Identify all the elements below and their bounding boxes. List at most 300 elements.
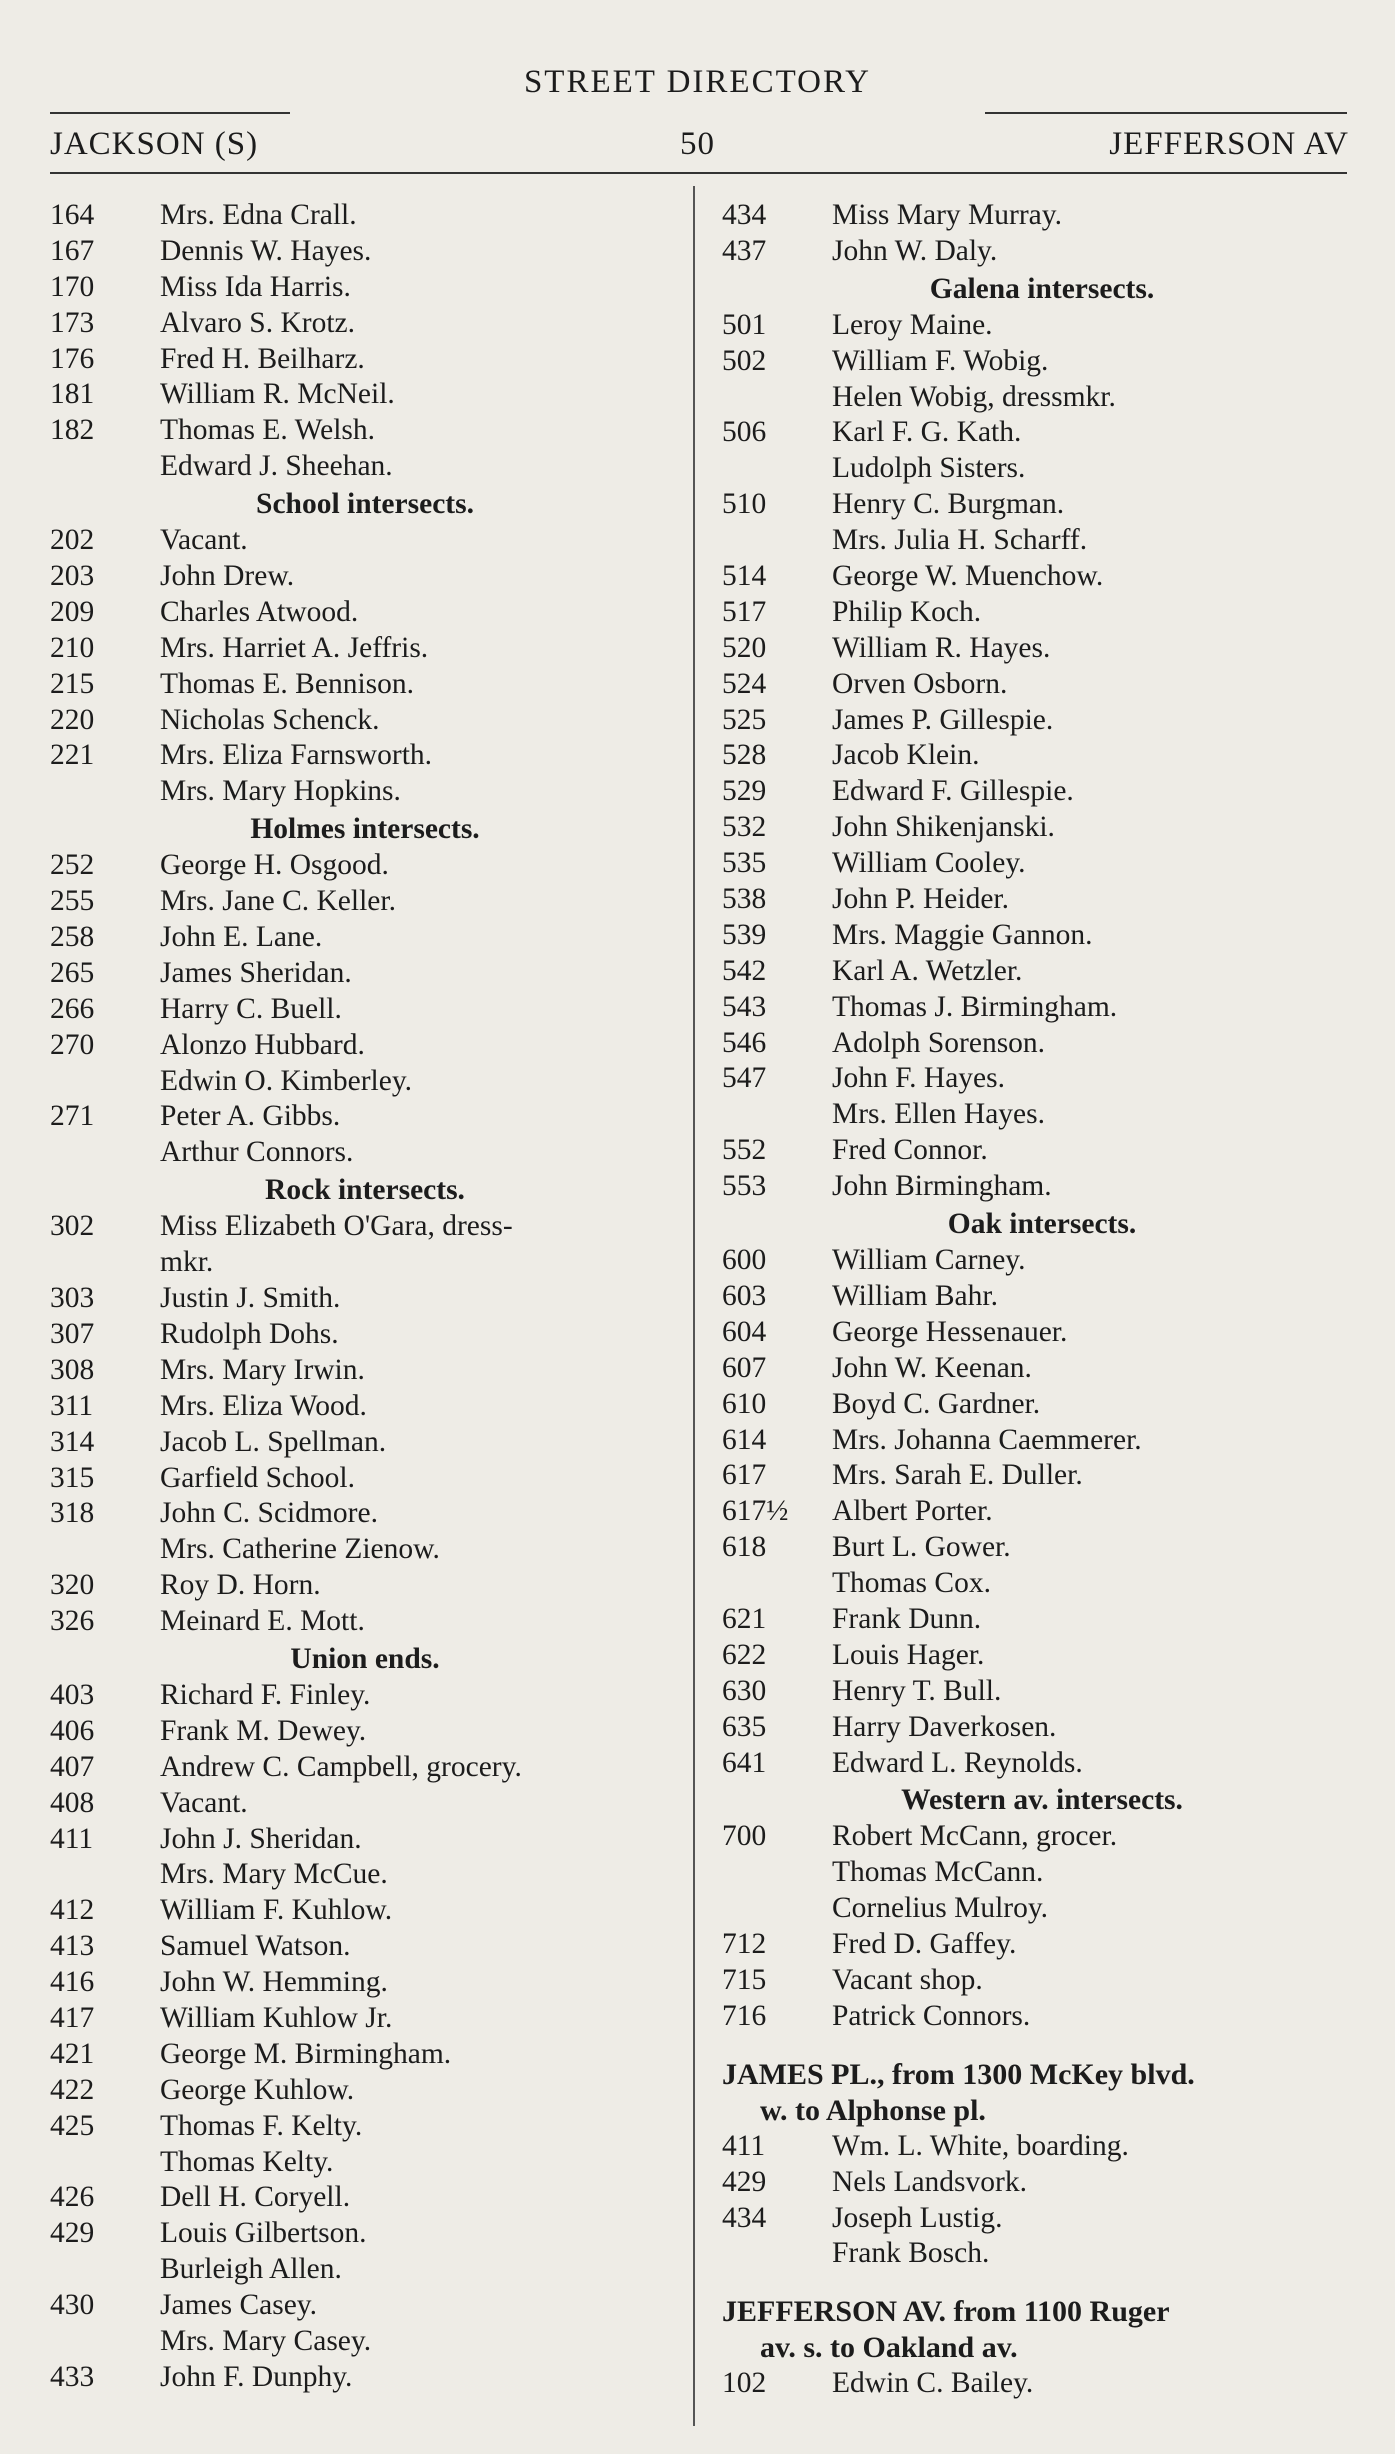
resident-name: George Hessenauer. — [832, 1315, 1068, 1348]
house-number: 411 — [722, 2129, 766, 2162]
resident-name: Thomas Cox. — [832, 1567, 991, 1600]
house-number: 318 — [50, 1497, 95, 1530]
resident-name: George M. Birmingham. — [160, 2037, 452, 2070]
directory-entry — [50, 595, 680, 631]
directory-entry-continuation — [50, 2145, 680, 2181]
resident-name: Mrs. Sarah E. Duller. — [832, 1459, 1083, 1492]
resident-name: Harry C. Buell. — [160, 992, 342, 1025]
house-number: 209 — [50, 595, 95, 628]
house-number: 542 — [722, 954, 767, 987]
house-number: 403 — [50, 1678, 95, 1711]
resident-name: Alvaro S. Krotz. — [160, 306, 355, 339]
directory-entry — [722, 882, 1362, 918]
resident-name: William Carney. — [832, 1244, 1026, 1277]
directory-entry-continuation — [50, 1135, 680, 1171]
house-number: 408 — [50, 1786, 95, 1819]
directory-entry — [722, 559, 1362, 595]
resident-name: William R. Hayes. — [832, 631, 1051, 664]
house-number: 635 — [722, 1710, 767, 1743]
house-number: 506 — [722, 416, 767, 449]
directory-entry — [50, 377, 680, 413]
house-number: 617½ — [722, 1495, 789, 1528]
house-number: 308 — [50, 1353, 95, 1386]
resident-name: Charles Atwood. — [160, 595, 359, 628]
resident-name: Frank M. Dewey. — [160, 1714, 367, 1747]
intersection-heading: Rock intersects. — [265, 1174, 465, 1207]
house-number: 622 — [722, 1638, 767, 1671]
directory-entry — [722, 1746, 1362, 1782]
resident-name: Justin J. Smith. — [160, 1282, 341, 1315]
resident-name: Boyd C. Gardner. — [832, 1387, 1041, 1420]
resident-name: William Cooley. — [832, 847, 1026, 880]
directory-entry — [50, 413, 680, 449]
resident-name: Mrs. Ellen Hayes. — [832, 1098, 1046, 1131]
left-column — [50, 198, 680, 2396]
resident-name: Henry C. Burgman. — [832, 488, 1065, 521]
directory-entry-continuation — [722, 380, 1362, 416]
resident-name: James Casey. — [160, 2289, 318, 2322]
directory-entry-continuation — [50, 774, 680, 810]
right-column — [722, 198, 1362, 2402]
directory-entry — [722, 595, 1362, 631]
house-number: 413 — [50, 1930, 95, 1963]
house-number: 610 — [722, 1387, 767, 1420]
directory-entry — [722, 631, 1362, 667]
house-number: 203 — [50, 560, 95, 593]
resident-name: James Sheridan. — [160, 956, 352, 989]
resident-name: Mrs. Johanna Caemmerer. — [832, 1423, 1142, 1456]
directory-entry — [722, 1710, 1362, 1746]
resident-name: Mrs. Mary Hopkins. — [160, 775, 401, 808]
resident-name: William R. McNeil. — [160, 378, 395, 411]
resident-name: John J. Sheridan. — [160, 1822, 362, 1855]
directory-entry — [722, 1061, 1362, 1097]
resident-name: John Birmingham. — [832, 1170, 1052, 1203]
resident-name: Mrs. Mary McCue. — [160, 1858, 388, 1891]
house-number: 258 — [50, 921, 95, 954]
header-rule-left — [50, 112, 290, 114]
street-heading-continuation: av. s. to Oakland av. — [760, 2331, 1018, 2365]
house-number: 426 — [50, 2181, 95, 2214]
directory-entry — [50, 1496, 680, 1532]
resident-name: Mrs. Mary Irwin. — [160, 1353, 365, 1386]
resident-name: Meinard E. Mott. — [160, 1605, 365, 1638]
directory-entry — [50, 1893, 680, 1929]
directory-entry — [722, 1279, 1362, 1315]
house-number: 252 — [50, 849, 95, 882]
resident-name: John P. Heider. — [832, 883, 1009, 916]
house-number: 614 — [722, 1423, 767, 1456]
directory-entry — [50, 559, 680, 595]
resident-name: Edward J. Sheehan. — [160, 450, 393, 483]
house-number: 712 — [722, 1928, 767, 1961]
resident-name: Thomas F. Kelty. — [160, 2109, 363, 2142]
house-number: 434 — [722, 2201, 767, 2234]
directory-entry — [722, 198, 1362, 234]
resident-name: Karl A. Wetzler. — [832, 954, 1023, 987]
resident-name: Peter A. Gibbs. — [160, 1100, 341, 1133]
header-rule-right — [985, 112, 1347, 114]
resident-name: Thomas McCann. — [832, 1856, 1044, 1889]
resident-name: John W. Daly. — [832, 234, 998, 267]
resident-name: Burleigh Allen. — [160, 2253, 342, 2286]
house-number: 411 — [50, 1822, 94, 1855]
directory-entry — [722, 1458, 1362, 1494]
directory-entry — [722, 1927, 1362, 1963]
directory-entry — [722, 1674, 1362, 1710]
resident-name: Frank Dunn. — [832, 1602, 982, 1635]
house-number: 422 — [50, 2073, 95, 2106]
house-number: 220 — [50, 703, 95, 736]
house-number: 173 — [50, 306, 95, 339]
house-number: 510 — [722, 488, 767, 521]
resident-name: Mrs. Mary Casey. — [160, 2324, 372, 2357]
house-number: 538 — [722, 883, 767, 916]
house-number: 700 — [722, 1820, 767, 1853]
resident-name: Patrick Connors. — [832, 1999, 1031, 2032]
resident-name: Robert McCann, grocer. — [832, 1820, 1118, 1853]
resident-name: Thomas Kelty. — [160, 2145, 334, 2178]
directory-entry — [50, 2216, 680, 2252]
house-number: 437 — [722, 234, 767, 267]
directory-entry-continuation — [722, 1891, 1362, 1927]
directory-entry — [50, 2073, 680, 2109]
resident-name: Thomas J. Birmingham. — [832, 990, 1118, 1023]
resident-name: Burt L. Gower. — [832, 1531, 1011, 1564]
directory-entry — [50, 1353, 680, 1389]
directory-entry — [50, 667, 680, 703]
house-number: 716 — [722, 1999, 767, 2032]
directory-entry — [50, 1786, 680, 1822]
column-divider — [693, 186, 695, 2426]
directory-entry-continuation — [50, 2252, 680, 2288]
resident-name: John W. Keenan. — [832, 1351, 1032, 1384]
directory-entry — [722, 1026, 1362, 1062]
house-number: 607 — [722, 1351, 767, 1384]
resident-name: Edward F. Gillespie. — [832, 775, 1074, 808]
house-number: 502 — [722, 344, 767, 377]
directory-entry — [50, 738, 680, 774]
directory-entry — [50, 2037, 680, 2073]
house-number: 270 — [50, 1028, 95, 1061]
resident-name: Jacob Klein. — [832, 739, 980, 772]
house-number: 170 — [50, 270, 95, 303]
house-number: 621 — [722, 1602, 767, 1635]
directory-entry-continuation — [50, 1857, 680, 1893]
resident-name: George W. Muenchow. — [832, 560, 1104, 593]
house-number: 430 — [50, 2289, 95, 2322]
resident-name: Edwin O. Kimberley. — [160, 1064, 413, 1097]
house-number: 326 — [50, 1605, 95, 1638]
house-number: 535 — [722, 847, 767, 880]
directory-entry — [722, 738, 1362, 774]
resident-name: Mrs. Maggie Gannon. — [832, 918, 1093, 951]
resident-name: mkr. — [160, 1246, 214, 1279]
directory-entry — [722, 1169, 1362, 1205]
house-number: 514 — [722, 560, 767, 593]
resident-name: Dennis W. Hayes. — [160, 234, 372, 267]
directory-entry-continuation — [722, 2236, 1362, 2272]
resident-name: Ludolph Sisters. — [832, 452, 1026, 485]
directory-entry — [50, 306, 680, 342]
house-number: 543 — [722, 990, 767, 1023]
resident-name: Philip Koch. — [832, 595, 982, 628]
resident-name: John W. Hemming. — [160, 1966, 388, 1999]
resident-name: Nicholas Schenck. — [160, 703, 380, 736]
house-number: 417 — [50, 2001, 95, 2034]
directory-entry — [50, 1929, 680, 1965]
resident-name: Louis Hager. — [832, 1638, 985, 1671]
directory-entry — [50, 1461, 680, 1497]
resident-name: Jacob L. Spellman. — [160, 1425, 387, 1458]
directory-entry — [722, 487, 1362, 523]
running-header-right: JEFFERSON AV — [1109, 126, 1349, 162]
house-number: 617 — [722, 1459, 767, 1492]
directory-entry — [722, 2165, 1362, 2201]
resident-name: Joseph Lustig. — [832, 2201, 1003, 2234]
directory-entry — [50, 523, 680, 559]
directory-entry — [722, 1999, 1362, 2035]
resident-name: Mrs. Julia H. Scharff. — [832, 524, 1088, 557]
directory-entry — [722, 1602, 1362, 1638]
house-number: 202 — [50, 524, 95, 557]
directory-entry — [50, 1822, 680, 1858]
house-number: 416 — [50, 1966, 95, 1999]
intersection-heading: Holmes intersects. — [250, 813, 480, 846]
house-number: 102 — [722, 2367, 767, 2400]
directory-entry — [722, 918, 1362, 954]
resident-name: John C. Scidmore. — [160, 1497, 378, 1530]
directory-entry — [50, 1568, 680, 1604]
house-number: 546 — [722, 1026, 767, 1059]
directory-entry — [50, 1604, 680, 1640]
resident-name: Nels Landsvork. — [832, 2165, 1027, 2198]
directory-entry-continuation — [722, 451, 1362, 487]
directory-entry — [50, 1099, 680, 1135]
directory-entry — [722, 415, 1362, 451]
house-number: 315 — [50, 1461, 95, 1494]
resident-name: Edward L. Reynolds. — [832, 1746, 1083, 1779]
resident-name: Wm. L. White, boarding. — [832, 2129, 1129, 2162]
house-number: 164 — [50, 199, 95, 231]
directory-entry — [50, 703, 680, 739]
resident-name: Vacant shop. — [832, 1963, 983, 1996]
house-number: 255 — [50, 885, 95, 918]
resident-name: Alonzo Hubbard. — [160, 1028, 365, 1061]
page-title: STREET DIRECTORY — [523, 64, 872, 100]
house-number: 266 — [50, 992, 95, 1025]
resident-name: Karl F. G. Kath. — [832, 416, 1022, 449]
directory-entry — [722, 308, 1362, 344]
spacer — [722, 2272, 1362, 2294]
directory-entry-continuation — [722, 523, 1362, 559]
directory-entry — [50, 1678, 680, 1714]
house-number: 265 — [50, 956, 95, 989]
street-heading: JEFFERSON AV. from 1100 Ruger — [722, 2295, 1170, 2329]
resident-name: Thomas E. Bennison. — [160, 667, 415, 700]
house-number: 421 — [50, 2037, 95, 2070]
resident-name: William Kuhlow Jr. — [160, 2001, 393, 2034]
house-number: 553 — [722, 1170, 767, 1203]
house-number: 407 — [50, 1750, 95, 1783]
resident-name: Vacant. — [160, 1786, 248, 1819]
directory-entry — [50, 2001, 680, 2037]
resident-name: Orven Osborn. — [832, 667, 1008, 700]
resident-name: Harry Daverkosen. — [832, 1710, 1057, 1743]
running-header-left: JACKSON (S) — [50, 126, 259, 162]
resident-name: Andrew C. Campbell, grocery. — [160, 1750, 522, 1783]
house-number: 539 — [722, 918, 767, 951]
directory-entry — [50, 848, 680, 884]
directory-entry-continuation — [722, 1097, 1362, 1133]
resident-name: John Drew. — [160, 560, 295, 593]
resident-name: Helen Wobig, dressmkr. — [832, 380, 1116, 413]
resident-name: Mrs. Edna Crall. — [160, 199, 357, 231]
resident-name: Richard F. Finley. — [160, 1678, 371, 1711]
resident-name: Rudolph Dohs. — [160, 1317, 339, 1350]
resident-name: Thomas E. Welsh. — [160, 414, 376, 447]
directory-entry — [50, 1389, 680, 1425]
house-number: 181 — [50, 378, 95, 411]
resident-name: Miss Elizabeth O'Gara, dress- — [160, 1210, 513, 1243]
resident-name: Adolph Sorenson. — [832, 1026, 1046, 1059]
resident-name: Miss Ida Harris. — [160, 270, 351, 303]
directory-entry — [722, 810, 1362, 846]
house-number: 425 — [50, 2109, 95, 2142]
house-number: 311 — [50, 1389, 94, 1422]
directory-entry — [722, 1315, 1362, 1351]
house-number: 603 — [722, 1279, 767, 1312]
house-number: 406 — [50, 1714, 95, 1747]
house-number: 182 — [50, 414, 95, 447]
directory-entry — [50, 234, 680, 270]
directory-entry — [722, 1387, 1362, 1423]
directory-entry — [722, 1133, 1362, 1169]
header-underline — [50, 172, 1347, 174]
house-number: 303 — [50, 1282, 95, 1315]
resident-name: Fred Connor. — [832, 1134, 988, 1167]
house-number: 302 — [50, 1210, 95, 1243]
resident-name: Dell H. Coryell. — [160, 2181, 351, 2214]
resident-name: John Shikenjanski. — [832, 811, 1055, 844]
house-number: 604 — [722, 1315, 767, 1348]
directory-entry — [722, 703, 1362, 739]
resident-name: Arthur Connors. — [160, 1136, 354, 1169]
directory-entry-continuation — [50, 449, 680, 485]
intersection-heading: Western av. intersects. — [901, 1784, 1183, 1817]
directory-entry — [722, 667, 1362, 703]
directory-entry — [722, 1243, 1362, 1279]
house-number: 524 — [722, 667, 767, 700]
resident-name: Frank Bosch. — [832, 2237, 990, 2270]
directory-entry-continuation — [50, 1532, 680, 1568]
directory-entry — [50, 1750, 680, 1786]
house-number: 433 — [50, 2360, 95, 2393]
directory-entry — [722, 1494, 1362, 1530]
directory-entry — [722, 954, 1362, 990]
house-number: 176 — [50, 342, 95, 375]
directory-entry — [50, 920, 680, 956]
house-number: 215 — [50, 667, 95, 700]
resident-name: Mrs. Jane C. Keller. — [160, 885, 396, 918]
directory-entry — [722, 2129, 1362, 2165]
resident-name: John F. Dunphy. — [160, 2360, 353, 2393]
resident-name: Albert Porter. — [832, 1495, 993, 1528]
directory-entry — [722, 2201, 1362, 2237]
resident-name: Samuel Watson. — [160, 1930, 351, 1963]
house-number: 412 — [50, 1894, 95, 1927]
directory-entry — [50, 342, 680, 378]
resident-name: Louis Gilbertson. — [160, 2217, 367, 2250]
directory-entry — [50, 270, 680, 306]
directory-entry — [722, 234, 1362, 270]
resident-name: Leroy Maine. — [832, 308, 993, 341]
spacer — [722, 2035, 1362, 2057]
directory-entry — [50, 1425, 680, 1461]
house-number: 221 — [50, 739, 95, 772]
resident-name: Roy D. Horn. — [160, 1569, 321, 1602]
directory-entry — [50, 2288, 680, 2324]
intersection-heading: Galena intersects. — [929, 272, 1155, 305]
directory-entry — [50, 198, 680, 234]
directory-entry — [722, 344, 1362, 380]
resident-name: James P. Gillespie. — [832, 703, 1054, 736]
resident-name: Henry T. Bull. — [832, 1674, 1002, 1707]
house-number: 525 — [722, 703, 767, 736]
resident-name: Fred H. Beilharz. — [160, 342, 365, 375]
directory-entry — [50, 1317, 680, 1353]
resident-name: John E. Lane. — [160, 921, 323, 954]
directory-entry-continuation — [722, 1855, 1362, 1891]
directory-entry — [50, 2180, 680, 2216]
directory-entry-continuation — [50, 1245, 680, 1281]
house-number: 641 — [722, 1746, 767, 1779]
directory-entry — [50, 1714, 680, 1750]
directory-entry — [50, 992, 680, 1028]
directory-entry — [722, 1351, 1362, 1387]
directory-entry-continuation — [50, 2324, 680, 2360]
intersection-heading: School intersects. — [256, 488, 474, 521]
house-number: 618 — [722, 1531, 767, 1564]
resident-name: George H. Osgood. — [160, 849, 389, 882]
intersection-heading: Union ends. — [290, 1642, 440, 1675]
directory-entry — [722, 2366, 1362, 2402]
directory-entry — [50, 631, 680, 667]
resident-name: George Kuhlow. — [160, 2073, 355, 2106]
directory-entry-continuation — [50, 1064, 680, 1100]
street-heading-continuation: w. to Alphonse pl. — [760, 2093, 986, 2127]
house-number: 271 — [50, 1100, 95, 1133]
house-number: 547 — [722, 1062, 767, 1095]
directory-entry — [50, 1965, 680, 2001]
directory-entry — [50, 2360, 680, 2396]
directory-entry-continuation — [722, 1566, 1362, 1602]
house-number: 715 — [722, 1963, 767, 1996]
house-number: 520 — [722, 631, 767, 664]
house-number: 167 — [50, 234, 95, 267]
directory-entry — [722, 1963, 1362, 1999]
house-number: 517 — [722, 595, 767, 628]
street-heading: JAMES PL., from 1300 McKey blvd. — [722, 2057, 1195, 2091]
resident-name: John F. Hayes. — [832, 1062, 1005, 1095]
resident-name: William Bahr. — [832, 1279, 998, 1312]
intersection-heading: Oak intersects. — [947, 1208, 1137, 1241]
directory-entry — [722, 1638, 1362, 1674]
resident-name: Fred D. Gaffey. — [832, 1928, 1017, 1961]
directory-entry — [722, 990, 1362, 1026]
directory-entry — [50, 2109, 680, 2145]
house-number: 600 — [722, 1244, 767, 1277]
